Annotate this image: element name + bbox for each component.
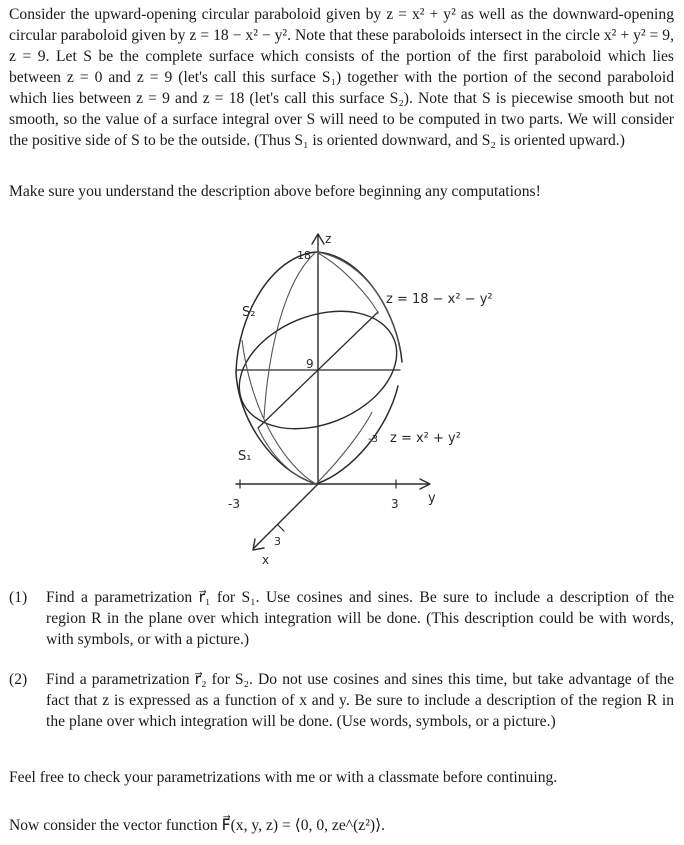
z-axis-label: z bbox=[325, 232, 332, 246]
s2-meridian-front bbox=[264, 252, 378, 418]
question-1-number: (1) bbox=[9, 589, 28, 606]
eq-top-label: z = 18 − x² − y² bbox=[386, 292, 493, 307]
x-axis-label: x bbox=[262, 553, 270, 567]
question-2-number: (2) bbox=[9, 671, 28, 688]
check-note: Feel free to check your parametrizations with me or with a classmate before continuing. bbox=[9, 769, 558, 786]
instruction-note: Make sure you understand the description above before beginning any computations! bbox=[9, 183, 541, 200]
vector-function-statement: Now consider the vector function F⃗(x, y, z) = ⟨0, 0, ze^(z²)⟩. bbox=[9, 817, 386, 834]
label-3-x: 3 bbox=[274, 535, 281, 548]
label-neg3-mid: -3 bbox=[368, 434, 378, 445]
label-18: 18 bbox=[297, 249, 311, 262]
tick-3-x bbox=[278, 525, 284, 531]
s1-meridian-right bbox=[316, 412, 372, 484]
s1-meridian-front bbox=[258, 428, 316, 484]
problem-intro: Consider the upward-opening circular paraboloid given by z = x² + y² as well as the downward-opening circular paraboloid given by z = 18 − x² − y². Note that these paraboloids intersect in the circle x² + y² = 9, z = 9. Let S be the complete surface which consists of the portion of the first paraboloid which lies between z = 0 and z = 9 (let's call this surface S₁) together with the portion of the second paraboloid which lies between z = 9 and z = 18 (let's call this surface S₂). Note that S is piecewise smooth but not smooth, so the value of a surface integral over S will need to be computed in two parts. We will consider the positive side of S to be the outside. (Thus S₁ is oriented downward, and S₂ is oriented upward.) bbox=[9, 6, 674, 149]
y-axis-label: y bbox=[428, 491, 436, 506]
x-axis-arrow bbox=[253, 539, 264, 550]
eq-bottom-label: z = x² + y² bbox=[390, 431, 461, 446]
question-1 bbox=[9, 587, 674, 650]
label-3-y: 3 bbox=[391, 497, 399, 511]
label-neg3-y: -3 bbox=[228, 497, 240, 511]
label-9: 9 bbox=[306, 357, 314, 371]
label-s2: S₂ bbox=[242, 305, 256, 320]
s1-silhouette bbox=[236, 372, 398, 484]
paraboloid-sketch bbox=[212, 222, 508, 570]
label-s1: S₁ bbox=[238, 449, 252, 464]
x-axis-line bbox=[254, 484, 318, 548]
question-2 bbox=[9, 669, 674, 732]
question-2-text: Find a parametrization r⃗₂ for S₂. Do not use cosines and sines this time, but take advantage of the fact that z is expressed as a function of x and y. Be sure to include a description of the region R in the plane over which integration will be done. (Use words, symbols, or a picture.) bbox=[46, 671, 674, 730]
question-1-text: Find a parametrization r⃗₁ for S₁. Use cosines and sines. Be sure to include a description of the region R in the plane over which integration will be done. (This description could be with words, with symbols, or with a picture.) bbox=[46, 589, 674, 648]
